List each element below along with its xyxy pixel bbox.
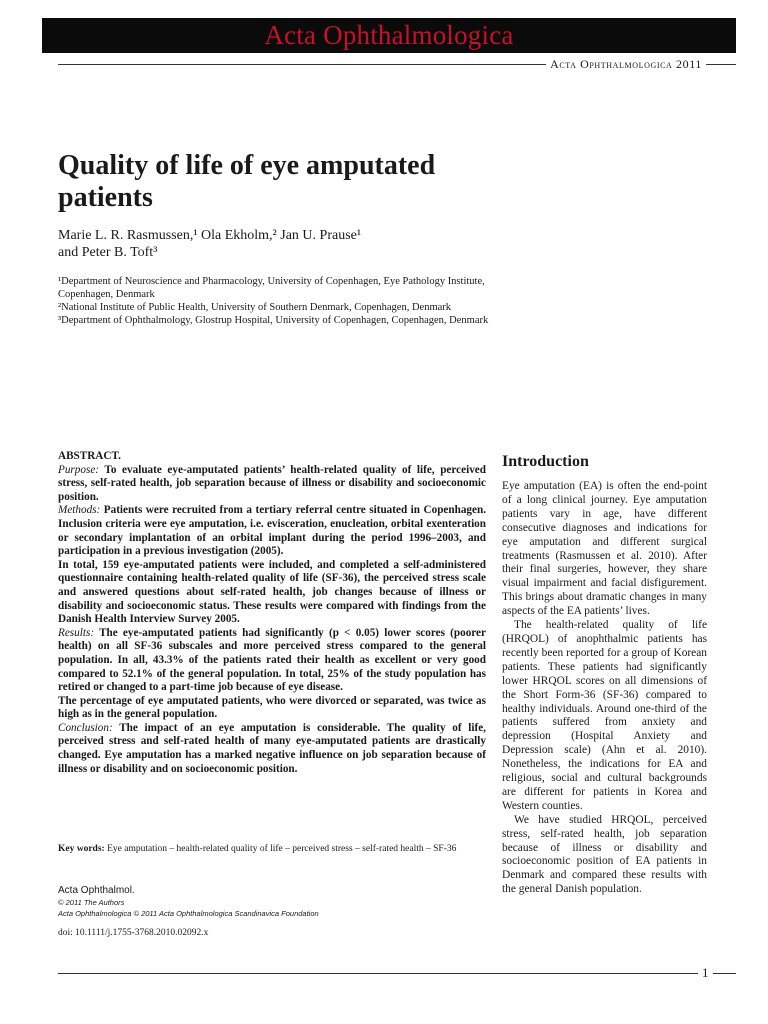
affiliations (58, 275, 498, 327)
affiliation-2: ²National Institute of Public Health, University of Southern Denmark, Copenhagen, Denmark (58, 302, 452, 313)
author-line-2: and Peter B. Toft³ (58, 245, 158, 260)
journal-banner (42, 18, 736, 53)
abstract-heading: ABSTRACT. (58, 450, 121, 462)
author-line-1: Marie L. R. Rasmussen,¹ Ola Ekholm,² Jan U. Prause¹ (58, 228, 362, 243)
author-list (58, 227, 498, 261)
abstract-results-2: The percentage of eye amputated patients, who were divorced or separated, was twice as high as in the general population. (58, 694, 486, 721)
copyright-authors: © 2011 The Authors (58, 898, 125, 907)
abstract-methods-2: In total, 159 eye-amputated patients were included, and completed a self-administered questionnaire containing health-related quality of life (SF-36), the perceived stress scale and answered questions about self-rated health, job changes because of illness or disability and socioeconomic status. These results were compared with findings from the Danish Health Interview Survey 2005. (58, 558, 486, 626)
copyright-journal: Acta Ophthalmologica © 2011 Acta Ophthalmologica Scandinavica Foundation (58, 909, 319, 918)
publication-info (58, 884, 486, 919)
intro-paragraph-2: The health-related quality of life (HRQOL) of anophthalmic patients has recently been reported for a group of Korean patients. These patients had significantly lower HRQOL scores on all dimensions of the Short Form-36 (SF-36) compared to healthy individuals. Around one-third of the patients suffered from anxiety and depression (Hospital Anxiety and Depression scale) (Ahn et al. 2010). Nonetheless, the indications for EA and religious, social and cultural backgrounds are different for patients in Korea and Western counties. (502, 619, 707, 812)
running-head: Acta Ophthalmologica 2011 (546, 57, 706, 72)
footer-rule (58, 973, 736, 974)
introduction-section (502, 452, 707, 897)
journal-banner-title: Acta Ophthalmologica (264, 20, 514, 50)
article-title: Quality of life of eye amputated patients (58, 150, 436, 213)
abstract (58, 450, 486, 776)
abstract-results (58, 627, 486, 695)
conclusion-label: Conclusion: (58, 721, 113, 734)
abstract-methods (58, 504, 486, 558)
methods-text: Patients were recruited from a tertiary referral centre situated in Copenhagen. Inclusion criteria were eye amputation, i.e. evisceration, enucleation, orbital exenteration or secondary implantation of an orbital implant during the period 1996–2003, and participation in a previous investigation (2005). (58, 504, 486, 558)
methods-label: Methods: (58, 504, 101, 517)
abstract-conclusion (58, 722, 486, 776)
purpose-text: To evaluate eye-amputated patients’ health-related quality of life, perceived stress, self-rated health, job separation because of illness or disability and socioeconomic position. (58, 463, 486, 503)
intro-paragraph-3: We have studied HRQOL, perceived stress, self-rated health, job separation because of illness or disability and socioeconomic position of EA patients in Denmark and compared these results with the general Danish population. (502, 813, 707, 896)
journal-short-name: Acta Ophthalmol. (58, 885, 135, 896)
page-number: 1 (698, 965, 713, 981)
conclusion-text: The impact of an eye amputation is considerable. The quality of life, perceived stress and self-rated health of many eye-amputated patients are drastically changed. Eye amputation has a marked negative influence on job separation because of illness or disability and on socioeconomic position. (58, 721, 486, 775)
keywords-text: Eye amputation – health-related quality of life – perceived stress – self-rated health – SF-36 (107, 844, 457, 854)
doi[interactable]: doi: 10.1111/j.1755-3768.2010.02092.x (58, 928, 209, 938)
results-text: The eye-amputated patients had significantly (p < 0.05) lower scores (poorer health) on all SF-36 subscales and more perceived stress compared to the general population. In all, 43.3% of the patients rated their health as excellent or very good compared to 52.1% of the general population. In total, 25% of the study population has retired or changed to a part-time job because of eye disease. (58, 626, 486, 694)
results-label: Results: (58, 626, 95, 639)
purpose-label: Purpose: (58, 463, 100, 476)
affiliation-1: ¹Department of Neuroscience and Pharmacology, University of Copenhagen, Eye Pathology Institute, Copenhagen, Denmark (58, 276, 485, 300)
keywords-label: Key words: (58, 844, 105, 854)
affiliation-3: ³Department of Ophthalmology, Glostrup Hospital, University of Copenhagen, Copenhagen, Denmark (58, 315, 489, 326)
abstract-purpose (58, 464, 486, 505)
keywords (58, 843, 486, 855)
introduction-heading: Introduction (502, 453, 589, 470)
intro-paragraph-1: Eye amputation (EA) is often the end-point of a long clinical journey. Eye amputation patients vary in age, have different consecutive diagnoses and indications for eye amputation and different surgical treatments (Rasmussen et al. 2010). After their final surgeries, however, they share visual impairment and facial disfigurement. This brings about dramatic changes in many aspects of the EA patients’ lives. (502, 480, 707, 618)
